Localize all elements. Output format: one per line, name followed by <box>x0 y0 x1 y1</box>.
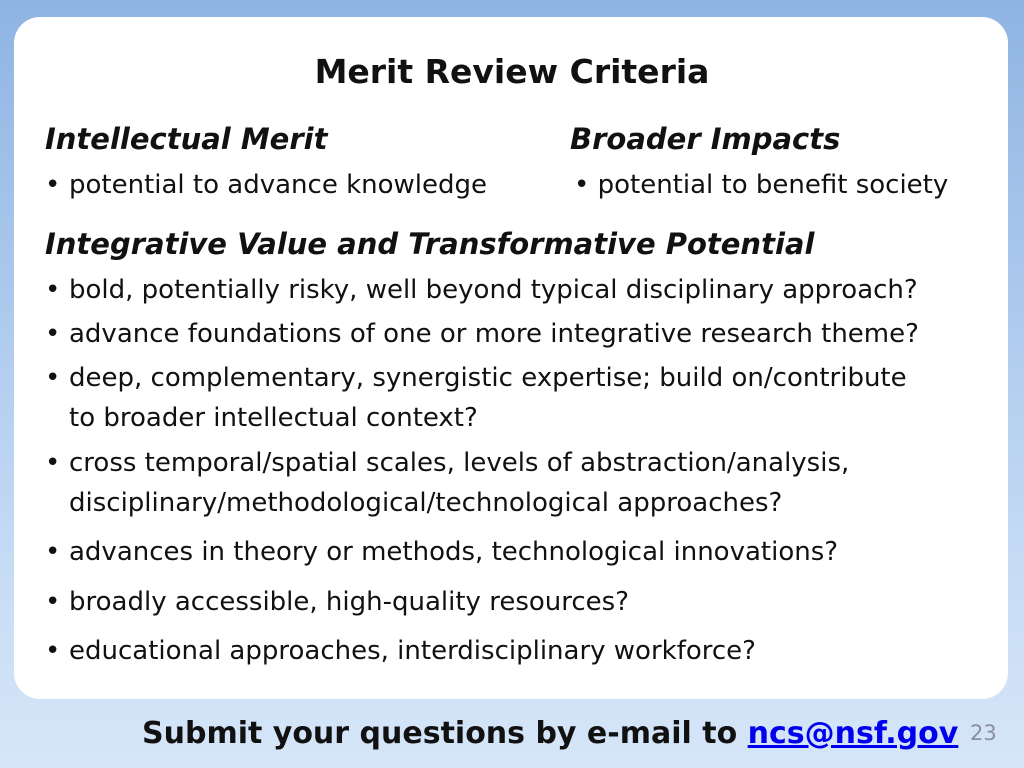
bullet-icon: • <box>45 275 61 305</box>
list-item: broadly accessible, high-quality resources? <box>69 587 630 617</box>
email-link[interactable]: ncs@nsf.gov <box>747 716 959 751</box>
broader-impacts-item: • potential to benefit society <box>574 170 949 200</box>
intellectual-merit-item: potential to advance knowledge <box>69 170 488 200</box>
integrative-heading: Integrative Value and Transformative Potential <box>45 227 815 261</box>
list-item: cross temporal/spatial scales, levels of abstraction/analysis, <box>69 448 850 478</box>
list-item: educational approaches, interdisciplinary workforce? <box>69 636 756 666</box>
bullet-icon: • <box>45 448 61 478</box>
list-item-continuation: disciplinary/methodological/technological approaches? <box>69 488 783 518</box>
footer-prefix: Submit your questions by e-mail to <box>142 716 748 751</box>
bullet-icon: • <box>45 170 61 200</box>
bullet-icon: • <box>45 636 61 666</box>
footer-message <box>142 714 958 754</box>
list-item: deep, complementary, synergistic expertise; build on/contribute <box>69 363 907 393</box>
list-item: bold, potentially risky, well beyond typical disciplinary approach? <box>69 275 918 305</box>
intellectual-merit-heading: Intellectual Merit <box>45 122 328 156</box>
bullet-icon: • <box>45 363 61 393</box>
bullet-icon: • <box>45 587 61 617</box>
slide-title: Merit Review Criteria <box>314 52 710 91</box>
bullet-icon: • <box>45 319 61 349</box>
bullet-icon: • <box>45 537 61 567</box>
list-item: advances in theory or methods, technological innovations? <box>69 537 839 567</box>
broader-impacts-heading: Broader Impacts <box>570 122 841 156</box>
slide-number: 23 <box>970 721 997 745</box>
list-item-continuation: to broader intellectual context? <box>69 403 478 433</box>
list-item: advance foundations of one or more integrative research theme? <box>69 319 919 349</box>
